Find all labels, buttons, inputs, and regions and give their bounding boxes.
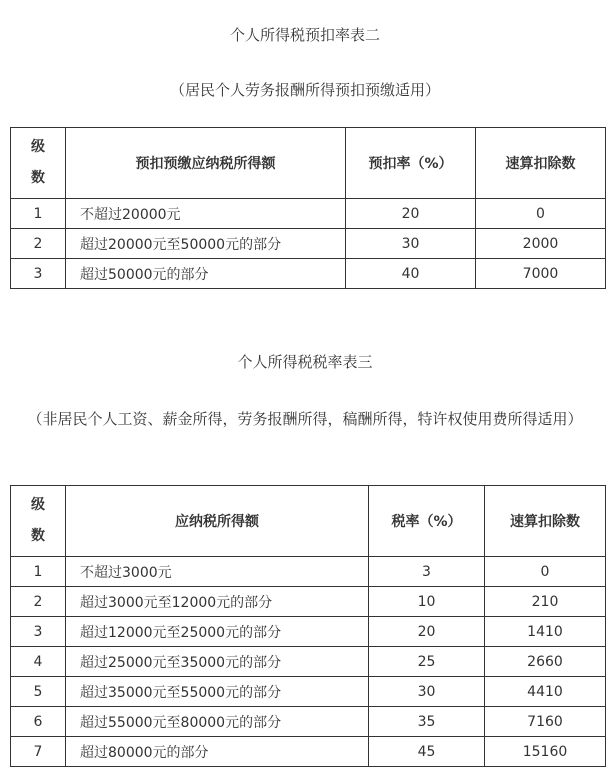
cell-income: 超过35000元至55000元的部分	[66, 677, 369, 707]
cell-income: 超过55000元至80000元的部分	[66, 707, 369, 737]
cell-rate: 20	[346, 199, 476, 229]
cell-income: 超过20000元至50000元的部分	[66, 229, 346, 259]
cell-deduction: 1410	[485, 617, 606, 647]
cell-rate: 30	[346, 229, 476, 259]
header-level-line1: 级	[31, 139, 45, 155]
cell-level: 5	[11, 677, 66, 707]
cell-deduction: 2660	[485, 647, 606, 677]
cell-deduction: 210	[485, 587, 606, 617]
cell-rate: 35	[369, 707, 485, 737]
header-deduction: 速算扣除数	[485, 486, 606, 557]
table-row	[11, 707, 606, 737]
cell-level: 2	[11, 229, 66, 259]
cell-income: 超过50000元的部分	[66, 259, 346, 289]
header-rate: 税率（%）	[369, 486, 485, 557]
table3-title: 个人所得税税率表三	[237, 353, 373, 371]
cell-deduction: 0	[476, 199, 606, 229]
cell-rate: 3	[369, 557, 485, 587]
cell-income: 超过12000元至25000元的部分	[66, 617, 369, 647]
header-rate: 预扣率（%）	[346, 128, 476, 199]
table3-rate-table	[10, 485, 606, 767]
cell-income: 不超过20000元	[66, 199, 346, 229]
header-level-line1: 级	[31, 497, 45, 513]
cell-deduction: 7160	[485, 707, 606, 737]
header-level-line2: 数	[31, 528, 45, 544]
cell-level: 1	[11, 199, 66, 229]
table3-header-row	[11, 486, 606, 557]
table-row	[11, 229, 606, 259]
table2-header-row	[11, 128, 606, 199]
table2-rate-table	[10, 127, 606, 289]
table-row	[11, 647, 606, 677]
table-row	[11, 737, 606, 767]
table-row	[11, 617, 606, 647]
header-level	[11, 128, 66, 199]
header-deduction: 速算扣除数	[476, 128, 606, 199]
cell-level: 3	[11, 259, 66, 289]
cell-rate: 10	[369, 587, 485, 617]
cell-deduction: 4410	[485, 677, 606, 707]
cell-rate: 25	[369, 647, 485, 677]
cell-level: 6	[11, 707, 66, 737]
header-level-line2: 数	[31, 170, 45, 186]
cell-level: 1	[11, 557, 66, 587]
cell-income: 不超过3000元	[66, 557, 369, 587]
table-row	[11, 557, 606, 587]
cell-income: 超过3000元至12000元的部分	[66, 587, 369, 617]
header-income: 应纳税所得额	[66, 486, 369, 557]
cell-rate: 45	[369, 737, 485, 767]
cell-level: 3	[11, 617, 66, 647]
table3-subtitle: （非居民个人工资、薪金所得，劳务报酬所得，稿酬所得，特许权使用费所得适用）	[27, 410, 583, 428]
table-row	[11, 199, 606, 229]
cell-income: 超过25000元至35000元的部分	[66, 647, 369, 677]
cell-rate: 40	[346, 259, 476, 289]
cell-rate: 30	[369, 677, 485, 707]
cell-deduction: 7000	[476, 259, 606, 289]
cell-income: 超过80000元的部分	[66, 737, 369, 767]
cell-deduction: 2000	[476, 229, 606, 259]
header-income: 预扣预缴应纳税所得额	[66, 128, 346, 199]
header-level	[11, 486, 66, 557]
table2-subtitle: （居民个人劳务报酬所得预扣预缴适用）	[169, 81, 440, 99]
table-row	[11, 259, 606, 289]
cell-level: 2	[11, 587, 66, 617]
table2-title: 个人所得税预扣率表二	[229, 26, 380, 44]
cell-deduction: 0	[485, 557, 606, 587]
cell-deduction: 15160	[485, 737, 606, 767]
cell-level: 4	[11, 647, 66, 677]
table-row	[11, 677, 606, 707]
table-row	[11, 587, 606, 617]
cell-level: 7	[11, 737, 66, 767]
cell-rate: 20	[369, 617, 485, 647]
